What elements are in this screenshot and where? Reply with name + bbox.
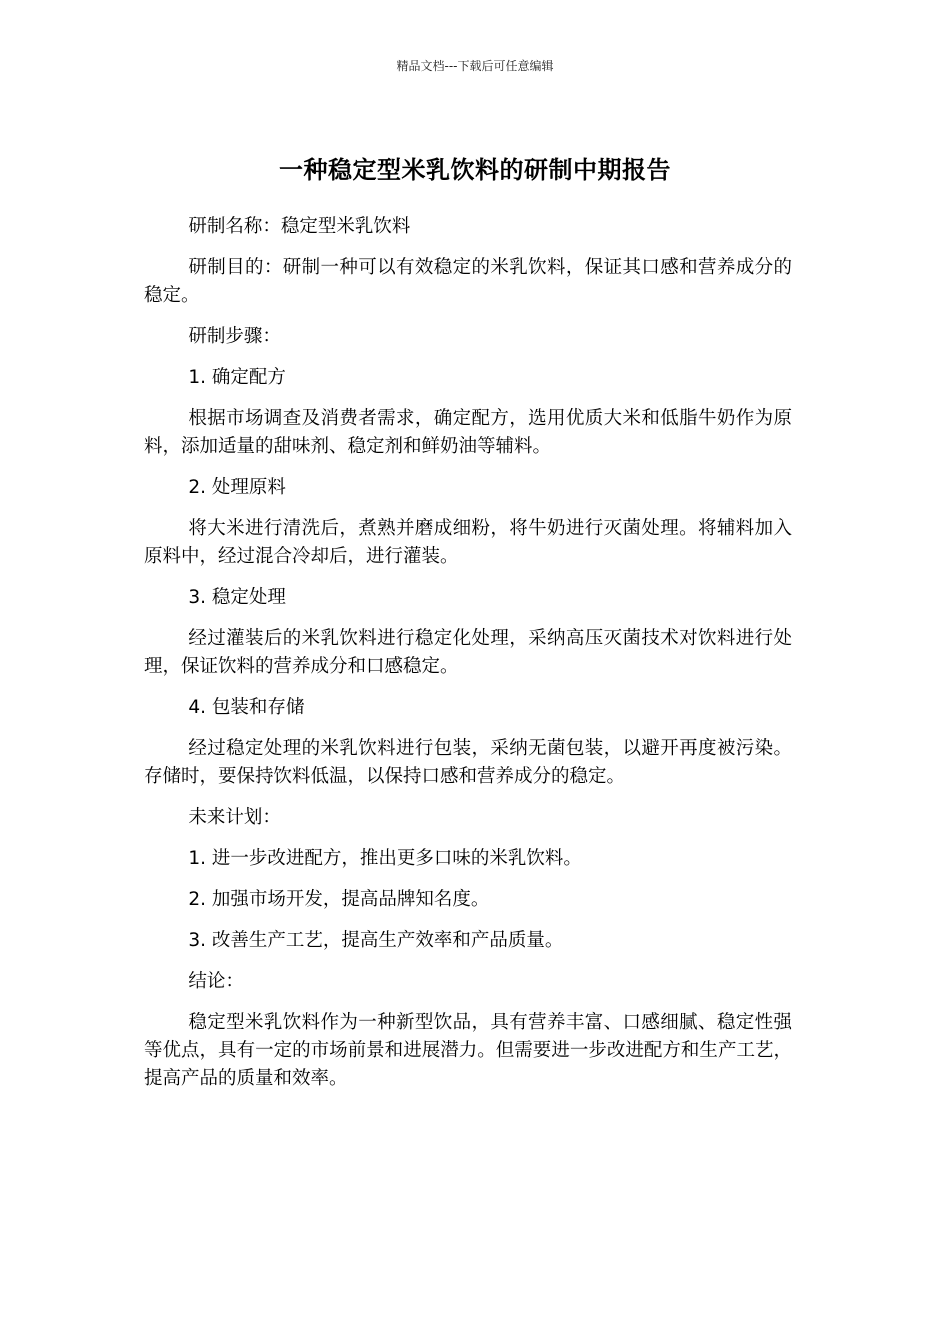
document-title: 一种稳定型米乳饮料的研制中期报告 xyxy=(279,156,671,185)
paragraph-step-3-body: 经过灌装后的米乳饮料进行稳定化处理，采纳高压灭菌技术对饮料进行处理，保证饮料的营养成分和口感稳定。 xyxy=(144,628,792,677)
paragraph-future-plan-heading: 未来计划： xyxy=(188,807,281,828)
paragraph-future-plan-3: 3. 改善生产工艺，提高生产效率和产品质量。 xyxy=(188,930,564,951)
paragraph-future-plan-2: 2. 加强市场开发，提高品牌知名度。 xyxy=(188,889,490,910)
paragraph-step-1-heading: 1. 确定配方 xyxy=(188,367,286,388)
paragraph-step-2-body: 将大米进行清洗后，煮熟并磨成细粉，将牛奶进行灭菌处理。将辅料加入原料中，经过混合冷却后，进行灌装。 xyxy=(144,518,792,567)
paragraph-step-2-heading: 2. 处理原料 xyxy=(188,477,286,498)
document-body xyxy=(144,213,792,1106)
paragraph-conclusion-heading: 结论： xyxy=(188,971,244,992)
paragraph-future-plan-1: 1. 进一步改进配方，推出更多口味的米乳饮料。 xyxy=(188,848,582,869)
paragraph-project-name: 研制名称：稳定型米乳饮料 xyxy=(188,216,411,237)
paragraph-steps-heading: 研制步骤： xyxy=(188,326,281,347)
paragraph-project-purpose: 研制目的：研制一种可以有效稳定的米乳饮料，保证其口感和营养成分的稳定。 xyxy=(144,257,792,306)
paragraph-step-3-heading: 3. 稳定处理 xyxy=(188,587,286,608)
paragraph-conclusion-body: 稳定型米乳饮料作为一种新型饮品，具有营养丰富、口感细腻、稳定性强等优点，具有一定的市场前景和进展潜力。但需要进一步改进配方和生产工艺，提高产品的质量和效率。 xyxy=(144,1012,792,1089)
paragraph-step-4-heading: 4. 包装和存储 xyxy=(188,697,305,718)
paragraph-step-4-body: 经过稳定处理的米乳饮料进行包装，采纳无菌包装，以避开再度被污染。存储时，要保持饮料低温，以保持口感和营养成分的稳定。 xyxy=(144,738,792,787)
paragraph-step-1-body: 根据市场调查及消费者需求，确定配方，选用优质大米和低脂牛奶作为原料，添加适量的甜味剂、稳定剂和鲜奶油等辅料。 xyxy=(144,408,792,457)
page-header-note: 精品文档---下载后可任意编辑 xyxy=(396,59,554,73)
